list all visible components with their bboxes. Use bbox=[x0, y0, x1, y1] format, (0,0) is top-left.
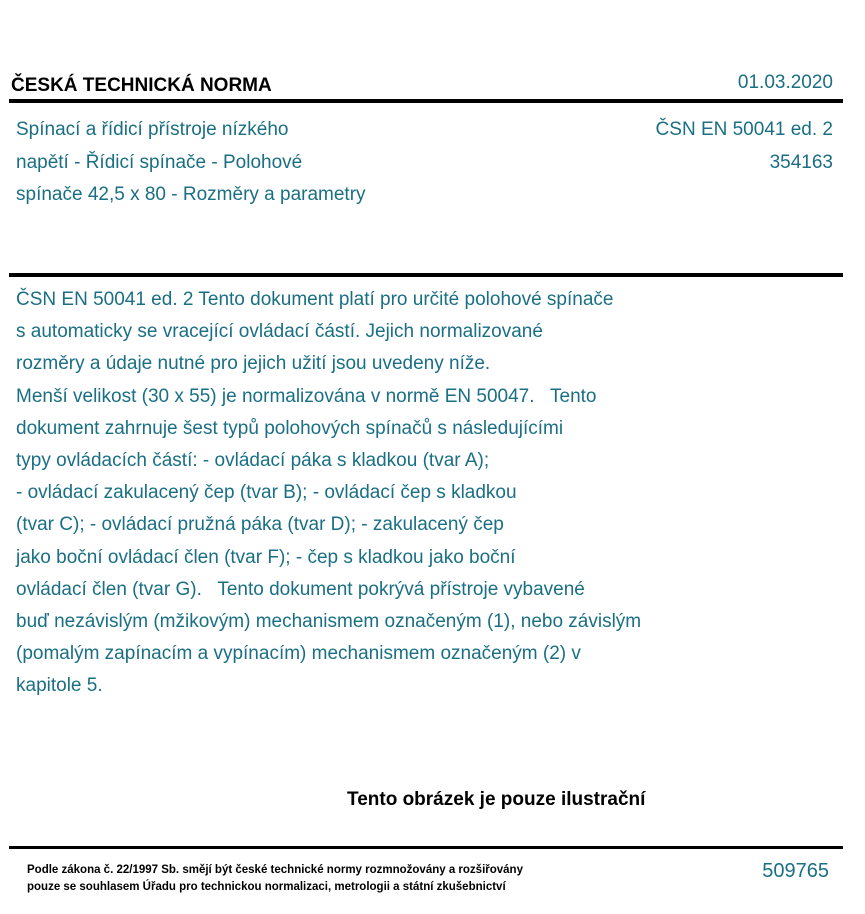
abstract-line: s automaticky se vracející ovládací částí. Jejich normalizované bbox=[16, 321, 543, 343]
abstract-line: Menší velikost (30 x 55) je normalizována v normě EN 50047. Tento bbox=[16, 385, 597, 407]
abstract-line: - ovládací zakulacený čep (tvar B); - ovládací čep s kladkou bbox=[16, 482, 517, 504]
header-divider bbox=[9, 99, 843, 103]
document-title-line: Spínací a řídicí přístroje nízkého bbox=[16, 119, 289, 140]
abstract-line: kapitole 5. bbox=[16, 675, 103, 697]
abstract-line: dokument zahrnuje šest typů polohových spínačů s následujícími bbox=[16, 417, 564, 439]
catalog-number: 509765 bbox=[762, 860, 829, 882]
issue-date: 01.03.2020 bbox=[737, 72, 833, 93]
abstract-line: (pomalým zapínacím a vypínacím) mechanismem označeným (2) v bbox=[16, 643, 581, 665]
section-divider bbox=[9, 273, 843, 277]
document-title-line: napětí - Řídicí spínače - Polohové bbox=[16, 151, 303, 173]
document-reference bbox=[656, 114, 833, 179]
abstract-line: jako boční ovládací člen (tvar F); - čep s kladkou jako boční bbox=[16, 546, 516, 568]
footer-divider bbox=[9, 846, 843, 849]
abstract-line: ovládací člen (tvar G). Tento dokument pokrývá přístroje vybavené bbox=[16, 578, 585, 600]
illustration-note: Tento obrázek je pouze ilustrační bbox=[347, 789, 646, 810]
standard-code: ČSN EN 50041 ed. 2 bbox=[655, 119, 833, 140]
abstract-line: buď nezávislým (mžikovým) mechanismem označeným (1), nebo závislým bbox=[16, 611, 642, 633]
document-title-line: spínače 42,5 x 80 - Rozměry a parametry bbox=[16, 184, 366, 205]
legal-notice-line: Podle zákona č. 22/1997 Sb. smějí být české technické normy rozmnožovány a rozšiřovány bbox=[27, 864, 523, 876]
abstract-line: ČSN EN 50041 ed. 2 Tento dokument platí pro určité polohové spínače bbox=[16, 289, 614, 310]
document-title bbox=[16, 114, 366, 212]
abstract-line: typy ovládacích částí: - ovládací páka s kladkou (tvar A); bbox=[16, 450, 490, 472]
abstract-line: rozměry a údaje nutné pro jejich užití jsou uvedeny níže. bbox=[16, 353, 491, 375]
legal-notice bbox=[27, 862, 523, 896]
class-number: 354163 bbox=[769, 151, 833, 173]
legal-notice-line: pouze se souhlasem Úřadu pro technickou normalizaci, metrologii a státní zkušebnictví bbox=[27, 881, 506, 893]
page-title: ČESKÁ TECHNICKÁ NORMA bbox=[11, 75, 272, 96]
document-abstract bbox=[16, 284, 641, 703]
abstract-line: (tvar C); - ovládací pružná páka (tvar D); - zakulacený čep bbox=[16, 514, 504, 536]
